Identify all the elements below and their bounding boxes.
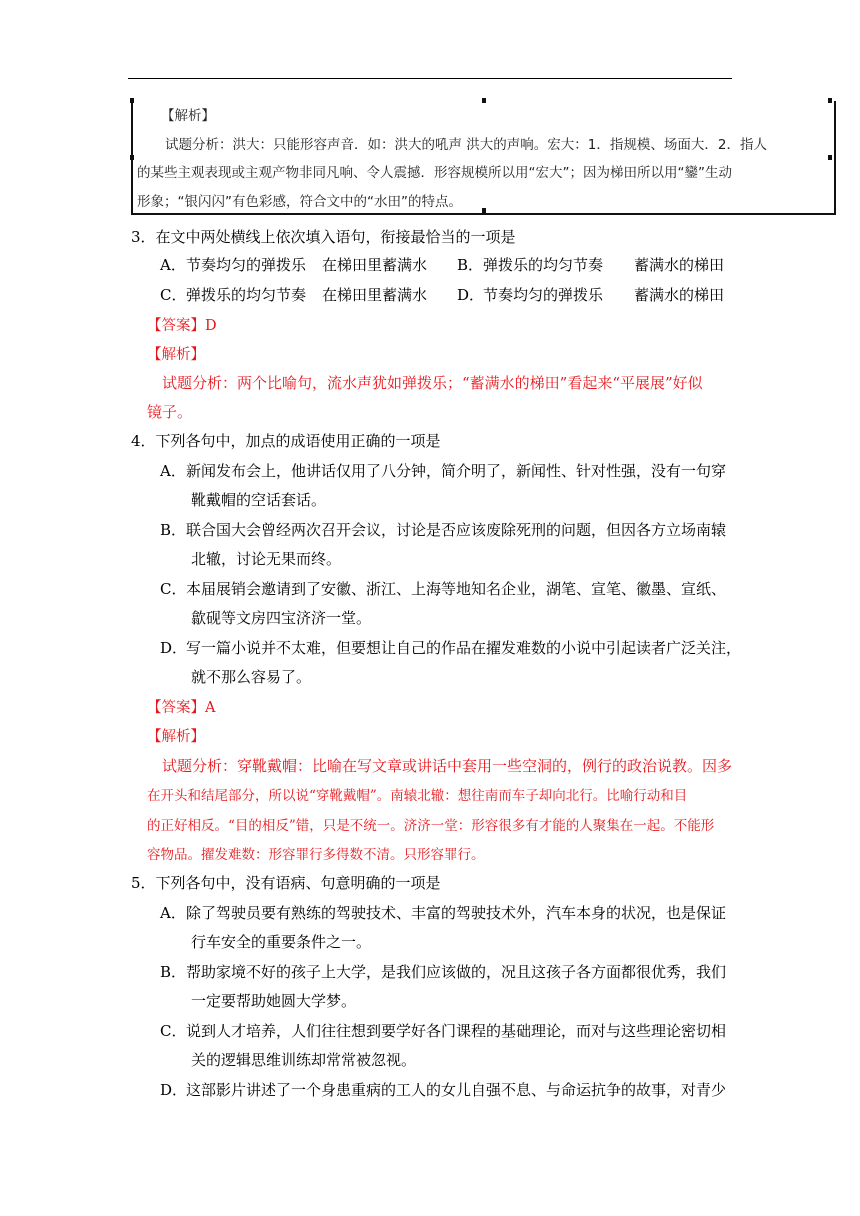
scan-heading: 【解析】	[161, 108, 215, 124]
analysis-label: 【解析】	[147, 729, 205, 745]
option-text: 在梯田里蓄满水	[322, 286, 428, 304]
option-text: 节奏均匀的弹拨乐	[186, 256, 307, 274]
option-text: 帮助家境不好的孩子上大学，是我们应该做的，况且这孩子各方面都很优秀，我们	[186, 963, 727, 981]
option-letter: D．	[457, 286, 485, 304]
option-letter: B．	[160, 521, 187, 539]
option-text: 联合国大会曾经两次召开会议，讨论是否应该废除死刑的问题，但因各方立场南辕	[186, 521, 727, 539]
option-text: 这部影片讲述了一个身患重病的工人的女儿自强不息、与命运抗争的故事，对青少	[186, 1081, 727, 1099]
option-text: 本届展销会邀请到了安徽、浙江、上海等地知名企业，湖笔、宣笔、徽墨、宣纸、	[186, 580, 727, 598]
box-corner-mark	[130, 155, 134, 160]
box-corner-mark	[482, 98, 486, 103]
answer-line: 【答案】D	[147, 318, 217, 334]
option-text: 行车安全的重要条件之一。	[191, 933, 372, 951]
question-3-stem: 3．在文中两处横线上依次填入语句，衔接最恰当的一项是	[131, 228, 516, 246]
analysis-text: 的正好相反。“目的相反”错，只是不统一。济济一堂：形容很多有才能的人聚集在一起。不能形	[147, 818, 715, 834]
analysis-text: 试题分析：两个比喻句，流水声犹如弹拨乐；“蓄满水的梯田”看起来“平展展”好似	[162, 374, 703, 392]
option-text: 一定要帮助她圆大学梦。	[191, 992, 357, 1010]
option-text: 就不那么容易了。	[191, 668, 312, 686]
option-letter: A．	[160, 256, 186, 274]
option-text: 关的逻辑思维训练却常常被忽视。	[191, 1051, 417, 1069]
box-corner-mark	[828, 155, 832, 160]
option-letter: B．	[160, 963, 187, 981]
option-text: 除了驾驶员要有熟练的驾驶技术、丰富的驾驶技术外，汽车本身的状况，也是保证	[186, 904, 727, 922]
question-4-stem: 4．下列各句中，加点的成语使用正确的一项是	[131, 432, 441, 450]
option-text: 写一篇小说并不太难，但要想让自己的作品在擢发难数的小说中引起读者广泛关注，	[186, 639, 742, 657]
option-text: 蓄满水的梯田	[634, 256, 725, 274]
option-letter: A．	[160, 462, 186, 480]
option-letter: C．	[160, 1022, 187, 1040]
scan-line: 试题分析：洪大：只能形容声音．如：洪大的吼声 洪大的声响。宏大：1．指规模、场面大．2．指人	[165, 137, 767, 153]
option-text: 北辙，讨论无果而终。	[191, 550, 342, 568]
answer-line: 【答案】A	[147, 700, 216, 716]
scanned-analysis-box	[131, 101, 836, 215]
option-letter: B．	[457, 256, 484, 274]
option-text: 说到人才培养，人们往往想到要学好各门课程的基础理论，而对与这些理论密切相	[186, 1022, 727, 1040]
option-text: 弹拨乐的均匀节奏	[186, 286, 307, 304]
box-corner-mark	[482, 208, 486, 213]
option-letter: D．	[160, 1081, 188, 1099]
option-text: 蓄满水的梯田	[634, 286, 725, 304]
analysis-label: 【解析】	[147, 347, 205, 363]
option-text: 节奏均匀的弹拨乐	[483, 286, 604, 304]
box-corner-mark	[130, 98, 134, 103]
option-letter: C．	[160, 286, 187, 304]
option-letter: D．	[160, 639, 188, 657]
option-letter: C．	[160, 580, 187, 598]
question-5-stem: 5．下列各句中，没有语病、句意明确的一项是	[131, 874, 441, 892]
option-letter: A．	[160, 904, 186, 922]
scan-line: 形象；“银闪闪”有色彩感，符合文中的“水田”的特点。	[137, 194, 462, 210]
analysis-text: 镜子。	[147, 403, 193, 421]
option-text: 歙砚等文房四宝济济一堂。	[191, 609, 372, 627]
analysis-text: 在开头和结尾部分，所以说“穿靴戴帽”。南辕北辙：想往南而车子却向北行。比喻行动和目	[147, 788, 688, 804]
option-text: 新闻发布会上，他讲话仅用了八分钟，简介明了，新闻性、针对性强，没有一句穿	[186, 462, 727, 480]
option-text: 弹拨乐的均匀节奏	[483, 256, 604, 274]
option-text: 靴戴帽的空话套话。	[191, 491, 327, 509]
scan-line: 的某些主观表现或主观产物非同凡响、令人震撼．形容规模所以用“宏大”；因为梯田所以用“鑾”生动	[137, 165, 732, 181]
analysis-text: 容物品。擢发难数：形容罪行多得数不清。只形容罪行。	[147, 847, 485, 863]
analysis-text: 试题分析：穿靴戴帽：比喻在写文章或讲话中套用一些空洞的，例行的政治说教。因多	[162, 757, 733, 775]
option-text: 在梯田里蓄满水	[322, 256, 428, 274]
header-rule	[128, 78, 732, 79]
box-corner-mark	[828, 98, 832, 103]
